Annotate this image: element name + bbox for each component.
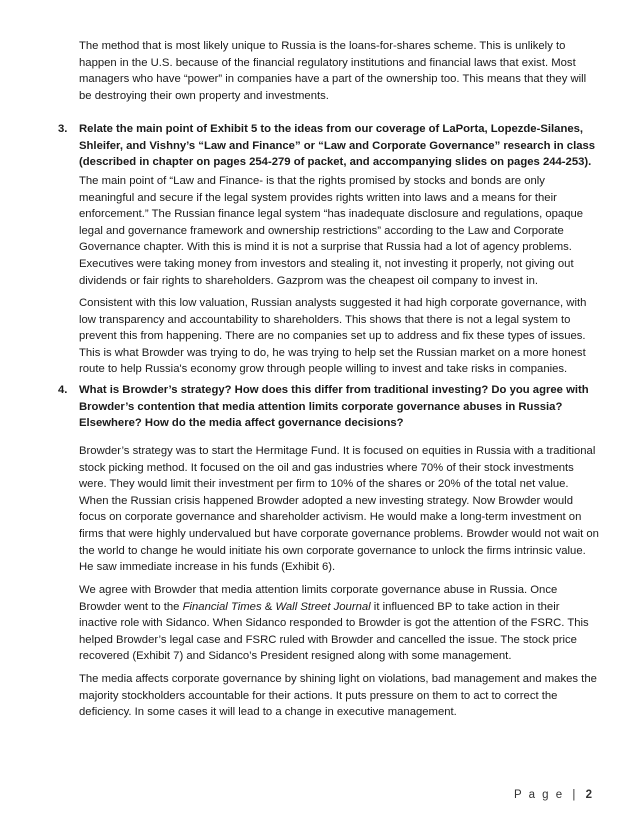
paragraph-law-and-finance: The main point of “Law and Finance- is that the rights promised by stocks and bonds are only meaningful and secure if the legal system provides rights written into laws and a means for their enforcement.” The Russian finance legal system “has inadequate disclosure and regulations, opaque legal and governance framework and ownership restrictions” according to the Law and Corporate Governance chapter. With this is mind it is not a surprise that Russia had a lot of agency problems. Executives were taking money from investors and stealing it, not investing it properly, not giving out dividends or fair rights to shareholders. Gazprom was the cheapest oil company to invest in. (79, 175, 584, 287)
paragraph-media-attention-part2: it influenced BP to take action in their inactive role with Sidanco. When Sidanco responded to Browder is got the attention of the FSRC. This helped Browder’s legal case and FSRC ruled with Browder and cancelled the issue. The stock price recovered (Exhibit 7) and Sidanco’s President resigned along with some management. (79, 600, 589, 663)
question-3-text: Relate the main point of Exhibit 5 to the ideas from our coverage of LaPorta, Lopezde-Silanes, Shleifer, and Vishny’s “Law and Finance” or “Law and Corporate Governance” research in class (described in chapter on pages 254-279 of packet, and accompanying slides on pages 244-253). (79, 123, 596, 169)
question-4 (58, 382, 603, 432)
question-4-text: What is Browder’s strategy? How does this differ from traditional investing? Do you agree with Browder’s contention that media attention limits corporate governance abuses in Russia? Elsewhere? How do the media affect governance decisions? (79, 384, 589, 430)
footer-page-label: P a g e (513, 789, 565, 801)
question-3-number: 3. (58, 123, 68, 135)
paragraph-media-attention (79, 582, 599, 665)
question-3 (58, 121, 603, 171)
ampersand: & (261, 600, 276, 613)
page-footer (514, 789, 592, 801)
financial-times-title: Financial Times (182, 600, 262, 613)
paragraph-media-attention-part1: We agree with Browder that media attention limits corporate governance abuse in Russia. Once Browder went to the (79, 584, 558, 613)
page-number: 2 (585, 789, 592, 801)
paragraph-loans-for-shares: The method that is most likely unique to Russia is the loans-for-shares scheme. This is unlikely to happen in the U.S. because of the financial regulatory institutions and financial laws that exist. Most managers who have “power” in companies have a part of the ownership too. This means that they will be destroying their own property and investments. (79, 40, 587, 102)
question-4-number: 4. (58, 384, 68, 396)
paragraph-browder-strategy: Browder’s strategy was to start the Hermitage Fund. It is focused on equities in Russia with a traditional stock picking method. It focused on the oil and gas industries where 70% of their stock investments were. They would limit their investment per firm to 10% of the shares or 20% of the total net value. When the Russian crisis happened Browder adopted a new investing strategy. Now Browder would focus on corporate governance and shareholder activism. He would make a long-term investment on firms that were highly undervalued but have corporate governance problems. Browder would not wait on the world to change he would initiate his own corporate governance to unlock the firms intrinsic value. He saw immediate increase in his funds (Exhibit 6). (79, 445, 599, 574)
footer-separator: | (572, 789, 578, 801)
paragraph-media-affects-governance: The media affects corporate governance by shining light on violations, bad management and makes the majority stockholders accountable for their actions. It puts pressure on them to act to correct the deficiency. In some cases it will lead to a change in executive management. (79, 673, 597, 719)
paragraph-low-valuation: Consistent with this low valuation, Russian analysts suggested it had high corporate governance, with low transparency and accountability to shareholders. This shows that there is not a legal system to prevent this from happening. There are no companies set up to address and fix these types of issues. This is what Browder was trying to do, he was trying to help set the Russian market on a more honest route to help Russia's economy grow through people willing to invest and take risks in companies. (79, 297, 587, 376)
wall-street-journal-title: Wall Street Journal (275, 600, 371, 613)
